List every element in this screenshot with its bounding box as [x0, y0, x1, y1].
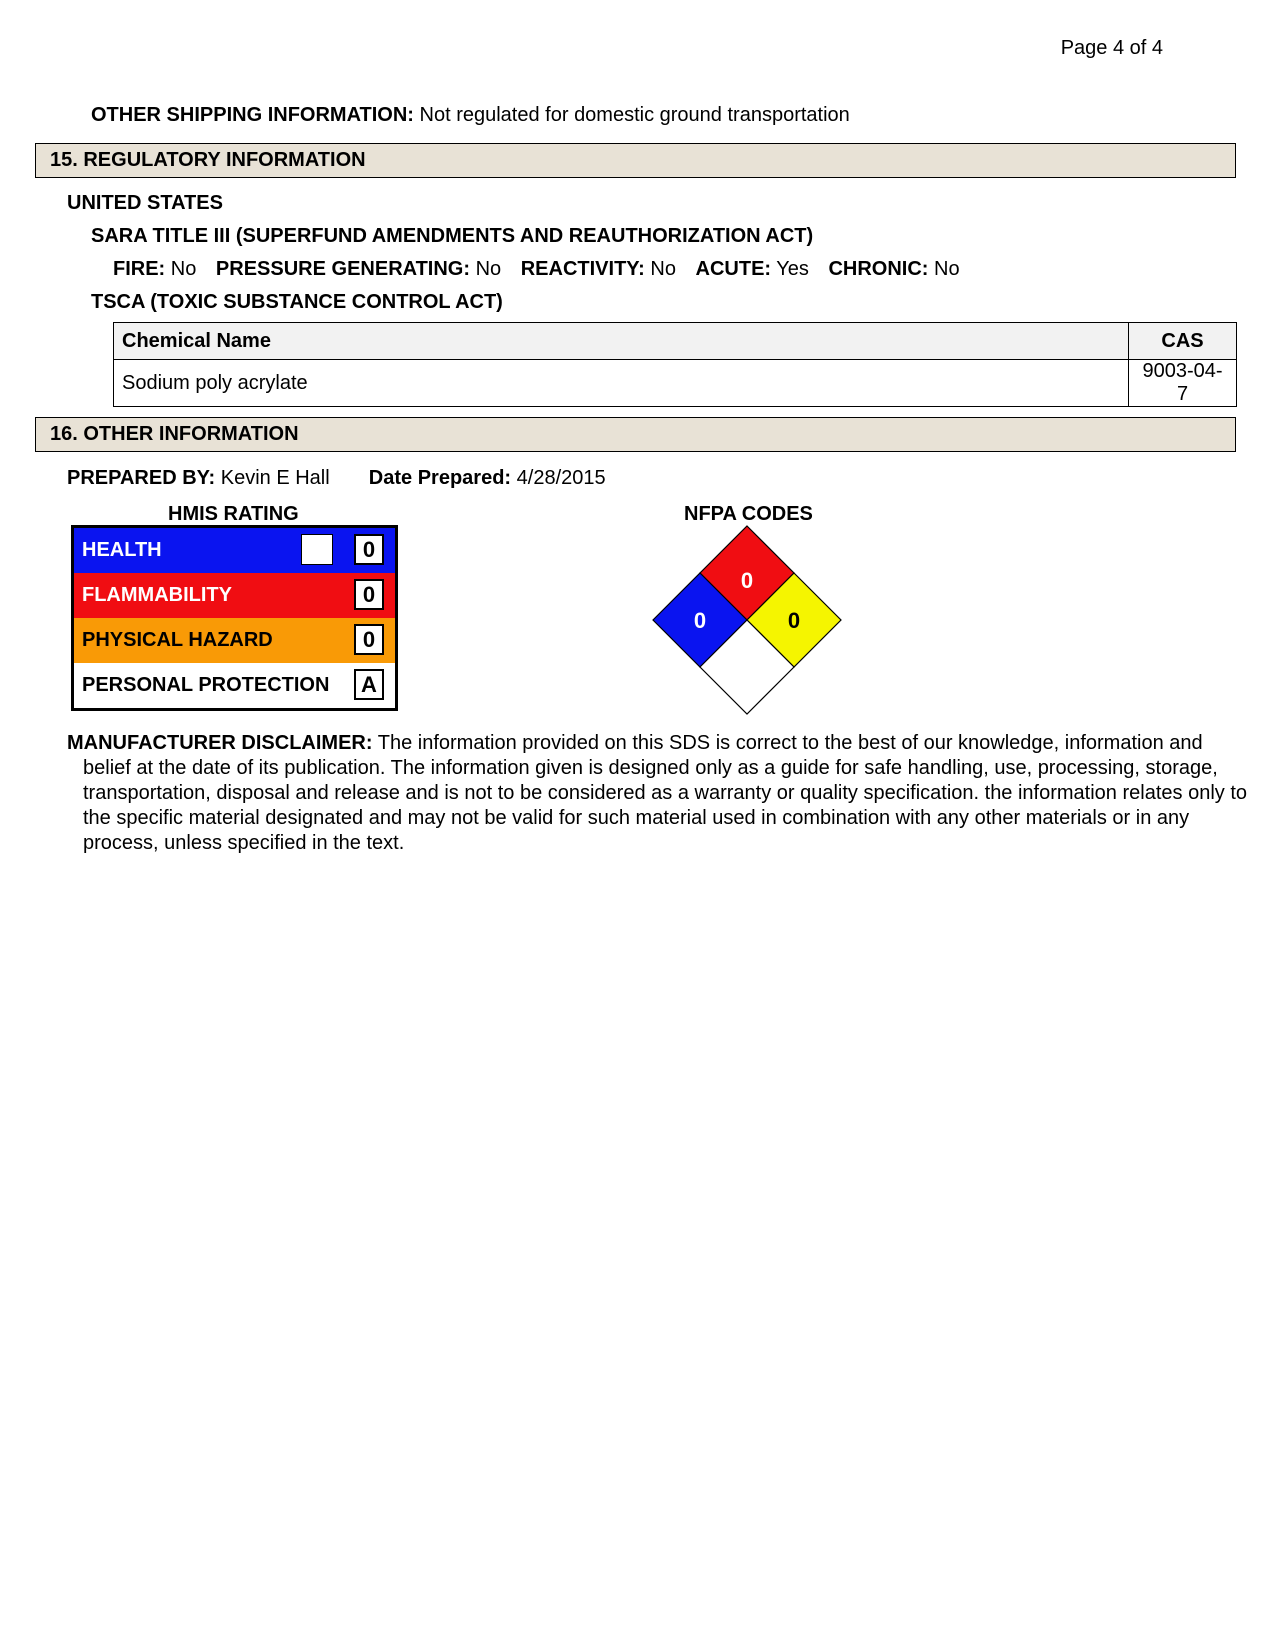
- tsca-table: [113, 322, 1237, 407]
- hmis-flammability-label: FLAMMABILITY: [82, 584, 232, 606]
- nfpa-title: NFPA CODES: [684, 503, 813, 525]
- nfpa-flammability-value: 0: [740, 568, 754, 593]
- united-states-heading: UNITED STATES: [67, 192, 223, 214]
- hmis-health-label: HEALTH: [82, 539, 162, 561]
- manufacturer-disclaimer: [67, 731, 1253, 856]
- chronic-value: No: [934, 258, 960, 280]
- pressure-value: No: [475, 258, 502, 280]
- date-prepared-label: Date Prepared:: [368, 467, 512, 489]
- hmis-chronic-box: [301, 534, 333, 565]
- hmis-rating-box: [71, 525, 398, 711]
- cas-cell: 9003-04-7: [1129, 360, 1237, 407]
- acute-label: ACUTE:: [695, 258, 772, 280]
- disclaimer-label: MANUFACTURER DISCLAIMER:: [67, 732, 373, 754]
- table-header-row: [114, 323, 1237, 360]
- reactivity-value: No: [650, 258, 676, 280]
- prepared-by-value: Kevin E Hall: [220, 467, 330, 489]
- hmis-personal-protection-value: A: [354, 669, 384, 700]
- hmis-physical-hazard-row: [74, 618, 395, 663]
- disclaimer-text: The information provided on this SDS is correct to the best of our knowledge, information and belief at the date of its publication. The information given is designed only as a guide for safe handling, use, processing, storage, transportation, disposal and release and is not to be considered as a warranty or quality specification. the information relates only to the specific material designated and may not be valid for such material used in combination with any other materials or in any process, unless specified in the text.: [83, 732, 1247, 854]
- hmis-title: HMIS RATING: [168, 503, 299, 525]
- shipping-label: OTHER SHIPPING INFORMATION:: [91, 104, 414, 126]
- hmis-flammability-value: 0: [354, 579, 384, 610]
- hmis-physical-hazard-value: 0: [354, 624, 384, 655]
- hmis-personal-protection-row: [74, 663, 395, 708]
- prepared-by-line: [67, 467, 606, 490]
- nfpa-reactivity-value: 0: [787, 608, 801, 633]
- sara-hazard-categories: [113, 258, 960, 281]
- chronic-label: CHRONIC:: [828, 258, 929, 280]
- hmis-personal-protection-label: PERSONAL PROTECTION: [82, 674, 330, 696]
- date-prepared-value: 4/28/2015: [516, 467, 606, 489]
- hmis-physical-hazard-label: PHYSICAL HAZARD: [82, 629, 273, 651]
- page-number: Page 4 of 4: [1060, 37, 1163, 59]
- fire-label: FIRE:: [113, 258, 166, 280]
- column-header-chemical-name: Chemical Name: [114, 323, 1129, 360]
- section-16-header: 16. OTHER INFORMATION: [35, 417, 1236, 452]
- hmis-health-value: 0: [354, 534, 384, 565]
- pressure-label: PRESSURE GENERATING:: [215, 258, 471, 280]
- shipping-value: Not regulated for domestic ground transportation: [419, 104, 850, 126]
- chemical-name-cell: Sodium poly acrylate: [114, 360, 1129, 407]
- prepared-by-label: PREPARED BY:: [67, 467, 216, 489]
- other-shipping-information: [91, 104, 850, 127]
- column-header-cas: CAS: [1129, 323, 1237, 360]
- hmis-health-row: [74, 528, 395, 573]
- section-15-header: 15. REGULATORY INFORMATION: [35, 143, 1236, 178]
- acute-value: Yes: [776, 258, 809, 280]
- nfpa-diamond: [652, 525, 842, 715]
- nfpa-health-value: 0: [693, 608, 707, 633]
- hmis-flammability-row: [74, 573, 395, 618]
- table-row: [114, 360, 1237, 407]
- reactivity-label: REACTIVITY:: [520, 258, 645, 280]
- tsca-heading: TSCA (TOXIC SUBSTANCE CONTROL ACT): [91, 291, 503, 313]
- fire-value: No: [170, 258, 197, 280]
- sara-title-heading: SARA TITLE III (SUPERFUND AMENDMENTS AND REAUTHORIZATION ACT): [91, 225, 814, 247]
